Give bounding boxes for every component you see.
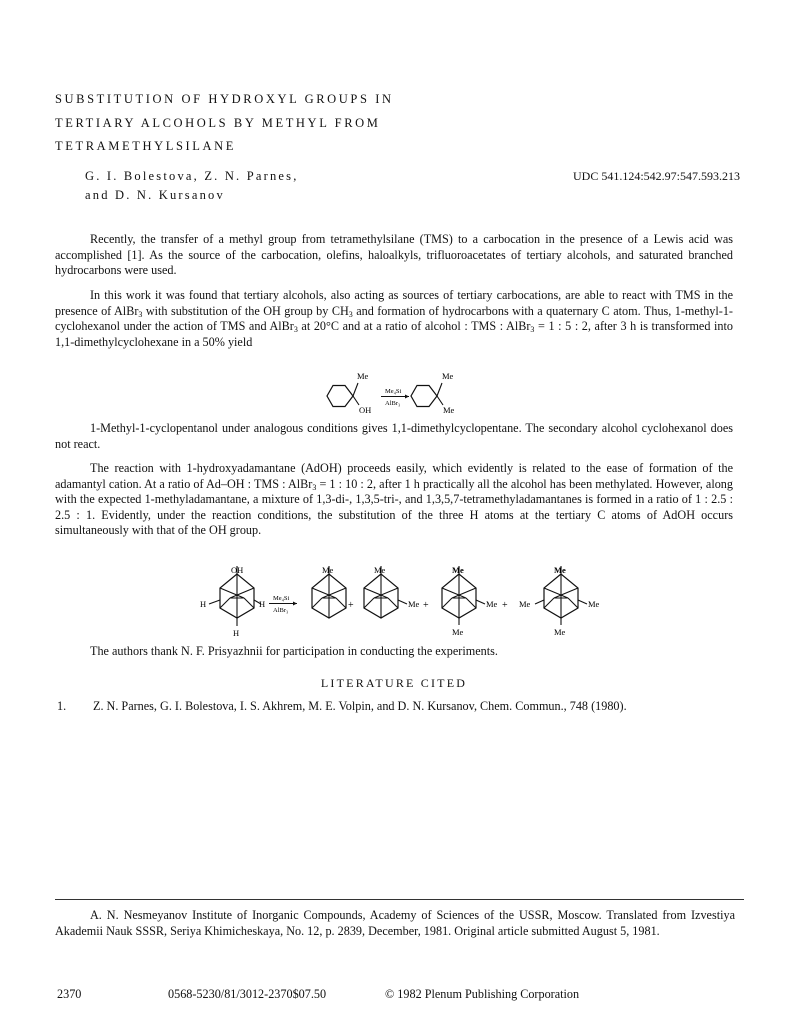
p2-part-c: and formation of hydrocarbons with a quaternary C atom. Thus, 1-methyl-1-cyclohexanol under the action of TMS and AlBr: [55, 303, 733, 334]
label-me: Me: [442, 371, 454, 381]
title-line-3: TETRAMETHYLSILANE: [55, 139, 236, 153]
authors-line-2: and D. N. Kursanov: [85, 188, 225, 202]
article-title: [55, 88, 615, 159]
title-line-1: SUBSTITUTION OF HYDROXYL GROUPS IN: [55, 92, 394, 106]
label-oh: OH: [231, 565, 244, 575]
literature-heading: LITERATURE CITED: [320, 676, 468, 690]
adamantanol-structure: [209, 566, 261, 626]
title-line-2: TERTIARY ALCOHOLS BY METHYL FROM: [55, 115, 381, 130]
label-me: Me: [452, 565, 464, 575]
authors-line-1: G. I. Bolestova, Z. N. Parnes,: [85, 169, 299, 183]
cyclohexane-ring-left: [327, 386, 353, 407]
p4-part-b: = 1 : 10 : 2, after 1 h practically all the alcohol has been methylated. However, along with the expected 1-methyladamantane, a mixture of 1,3-di-, 1,3,5-tri-, and 1,3,5,7-tetramethyladamantanes is formed in a ratio of 1 : 2.5 : 2.5 : 1. Evidently, under the reaction conditions, the substitution of the three H atoms at the tertiary C atoms of AdOH occurs simultaneously with that of the OH group.: [55, 476, 733, 538]
label-me: Me: [486, 599, 498, 609]
label-oh: OH: [359, 405, 372, 414]
label-me: Me: [322, 565, 334, 575]
reference-text: Z. N. Parnes, G. I. Bolestova, I. S. Akhrem, M. E. Volpin, and D. N. Kursanov, Chem. Commun., 748 (1980).: [93, 699, 627, 713]
label-me: Me: [443, 405, 455, 414]
label-me: Me: [588, 599, 600, 609]
reference-number: 1.: [57, 699, 67, 713]
paragraph-2: [55, 288, 733, 350]
label-h: H: [233, 628, 240, 638]
plus-sign: +: [348, 600, 354, 611]
author-list: [85, 167, 405, 205]
label-me: Me: [357, 371, 369, 381]
page-number: 2370: [57, 987, 82, 1001]
reaction-scheme-2: [195, 562, 615, 640]
label-me: Me: [374, 565, 386, 575]
subscript: 3: [138, 309, 143, 319]
reagent-bottom: AlBr₃: [385, 400, 401, 407]
label-h: H: [200, 599, 207, 609]
label-me: Me: [519, 599, 531, 609]
label-h: H: [259, 599, 266, 609]
p2-part-a: In this work it was found that tertiary alcohols, also acting as sources of tertiary carbocations, are able to react with TMS in the presence of AlBr: [55, 288, 733, 318]
label-me: Me: [408, 599, 420, 609]
p4-part-a: The reaction with 1-hydroxyadamantane (AdOH) proceeds easily, which evidently is related to the ease of formation of the adamantyl cation. At a ratio of Ad–OH : TMS : AlBr: [55, 461, 733, 491]
p2-part-d: at 20°C and at a ratio of alcohol : TMS : AlBr: [297, 319, 531, 334]
p2-part-e: = 1 : 5 : 2, after 3 h is transformed into 1,1-dimethylcyclohexane in a 50% yield: [55, 319, 733, 349]
subscript: 3: [312, 482, 317, 492]
paragraph-4: [55, 461, 733, 539]
paragraph-1: Recently, the transfer of a methyl group from tetramethylsilane (TMS) to a carbocation in the presence of a Lewis acid was accomplished [1]. As the source of the carbocation, olefins, haloalkyls, trifluoroacetates of tertiary alcohols, and saturated branched hydrocarbons were used.: [55, 232, 733, 278]
plus-sign: +: [502, 600, 508, 611]
affiliation-footnote: A. N. Nesmeyanov Institute of Inorganic Compounds, Academy of Sciences of the USSR, Moscow. Translated from Izvestiya Akademii Nauk SSSR, Seriya Khimicheskaya, No. 12, p. 2839, December, 1981. Original article submitted August 5, 1981.: [55, 908, 735, 938]
subscript: 3: [293, 325, 298, 335]
article-code: 0568-5230/81/3012-2370$07.50: [168, 987, 327, 1001]
label-me: Me: [554, 627, 566, 637]
paragraph-3: 1-Methyl-1-cyclopentanol under analogous conditions gives 1,1-dimethylcyclopentane. The secondary alcohol cyclohexanol does not react.: [55, 421, 733, 451]
reagent-top: Me₄Si: [385, 388, 402, 395]
subscript: 3: [348, 309, 353, 319]
subscript: 3: [530, 325, 535, 335]
footnote-divider: [55, 899, 744, 900]
p2-part-b: with substitution of the OH group by CH: [142, 303, 349, 318]
label-me: Me: [452, 627, 464, 637]
dimethyladamantane-structure: [364, 566, 407, 618]
cyclohexane-ring-right: [411, 386, 437, 407]
acknowledgment: The authors thank N. F. Prisyazhnii for participation in conducting the experiments.: [90, 644, 498, 658]
reaction-scheme-1: [325, 368, 465, 414]
plus-sign: +: [423, 600, 429, 611]
udc-code: UDC 541.124:542.97:547.593.213: [572, 169, 740, 183]
copyright-line: © 1982 Plenum Publishing Corporation: [385, 987, 580, 1001]
reagent-bottom: AlBr₃: [273, 607, 289, 614]
reagent-top: Me₄Si: [273, 595, 290, 602]
label-me: Me: [554, 565, 566, 575]
